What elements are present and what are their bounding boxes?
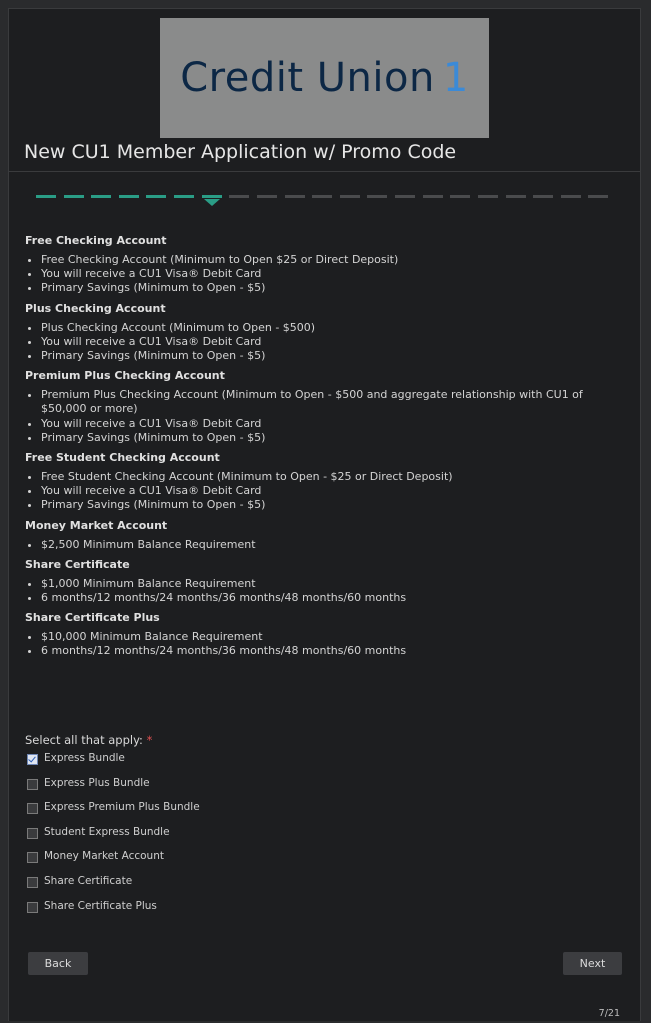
progress-segment bbox=[257, 195, 277, 198]
progress-segment bbox=[588, 195, 608, 198]
option-label: Share Certificate Plus bbox=[44, 899, 157, 912]
progress-segment bbox=[146, 195, 166, 198]
progress-segment bbox=[340, 195, 360, 198]
section-title: Free Student Checking Account bbox=[25, 451, 220, 465]
progress-segment bbox=[174, 195, 194, 198]
section-list bbox=[25, 321, 625, 364]
progress-segment bbox=[423, 195, 443, 198]
account-section bbox=[25, 234, 625, 296]
list-item: • Primary Savings (Minimum to Open - $5) bbox=[41, 349, 625, 363]
progress-segment bbox=[285, 195, 305, 198]
application-frame bbox=[8, 8, 641, 1021]
section-list bbox=[25, 630, 625, 658]
list-item: • 6 months/12 months/24 months/36 months/48 months/60 months bbox=[41, 644, 625, 658]
title-divider bbox=[9, 171, 640, 172]
section-title: Plus Checking Account bbox=[25, 301, 166, 315]
section-list bbox=[25, 388, 625, 445]
option-checkbox[interactable] bbox=[27, 754, 38, 765]
list-item: • Primary Savings (Minimum to Open - $5) bbox=[41, 431, 625, 445]
list-item: • $1,000 Minimum Balance Requirement bbox=[41, 577, 625, 591]
account-section bbox=[25, 519, 625, 552]
option-checkbox[interactable] bbox=[27, 877, 38, 888]
progress-segment bbox=[478, 195, 498, 198]
option-label: Express Premium Plus Bundle bbox=[44, 801, 200, 814]
list-item: • You will receive a CU1 Visa® Debit Card bbox=[41, 417, 625, 431]
progress-segment bbox=[312, 195, 332, 198]
next-button[interactable]: Next bbox=[563, 952, 622, 975]
account-section bbox=[25, 558, 625, 605]
progress-segment bbox=[202, 195, 222, 198]
option-row[interactable] bbox=[27, 850, 200, 875]
select-label: Select all that apply: * bbox=[25, 733, 153, 747]
progress-segment bbox=[561, 195, 581, 198]
back-button[interactable]: Back bbox=[28, 952, 88, 975]
list-item: • $10,000 Minimum Balance Requirement bbox=[41, 630, 625, 644]
section-list bbox=[25, 577, 625, 605]
option-row[interactable] bbox=[27, 900, 200, 925]
page-title: New CU1 Member Application w/ Promo Code bbox=[24, 141, 457, 163]
account-descriptions bbox=[25, 234, 625, 665]
option-row[interactable] bbox=[27, 752, 200, 777]
section-title: Share Certificate Plus bbox=[25, 611, 160, 625]
section-list bbox=[25, 470, 625, 513]
required-asterisk: * bbox=[146, 733, 153, 747]
option-row[interactable] bbox=[27, 801, 200, 826]
section-title: Free Checking Account bbox=[25, 234, 167, 247]
option-label: Express Bundle bbox=[44, 752, 125, 764]
list-item: • Free Student Checking Account (Minimum to Open - $25 or Direct Deposit) bbox=[41, 470, 625, 484]
list-item: • Primary Savings (Minimum to Open - $5) bbox=[41, 498, 625, 512]
account-section bbox=[25, 302, 625, 364]
progress-segment bbox=[506, 195, 526, 198]
option-label: Money Market Account bbox=[44, 850, 164, 863]
progress-segment bbox=[36, 195, 56, 198]
option-checkbox[interactable] bbox=[27, 779, 38, 790]
option-label: Express Plus Bundle bbox=[44, 776, 150, 789]
progress-segment bbox=[367, 195, 387, 198]
page-counter: 7/21 bbox=[598, 1008, 620, 1019]
option-row[interactable] bbox=[27, 777, 200, 802]
current-step-marker bbox=[204, 199, 220, 206]
list-item: • 6 months/12 months/24 months/36 months/48 months/60 months bbox=[41, 591, 625, 605]
section-title: Money Market Account bbox=[25, 518, 168, 532]
list-item: • You will receive a CU1 Visa® Debit Card bbox=[41, 484, 625, 498]
progress-segment bbox=[229, 195, 249, 198]
section-list bbox=[25, 538, 625, 552]
list-item: • Plus Checking Account (Minimum to Open - $500) bbox=[41, 321, 625, 335]
list-item: • Premium Plus Checking Account (Minimum to Open - $500 and aggregate relationship with CU1 of $50,000 or more) bbox=[41, 388, 625, 416]
list-item: • Free Checking Account (Minimum to Open $25 or Direct Deposit) bbox=[41, 253, 625, 267]
progress-segment bbox=[450, 195, 470, 198]
progress-segment bbox=[119, 195, 139, 198]
list-item: • You will receive a CU1 Visa® Debit Card bbox=[41, 267, 625, 281]
bundle-options bbox=[27, 752, 200, 924]
section-list bbox=[25, 253, 625, 296]
option-checkbox[interactable] bbox=[27, 852, 38, 863]
progress-segment bbox=[533, 195, 553, 198]
list-item: • $2,500 Minimum Balance Requirement bbox=[41, 538, 625, 552]
option-label: Student Express Bundle bbox=[44, 825, 170, 838]
progress-segment bbox=[91, 195, 111, 198]
option-checkbox[interactable] bbox=[27, 803, 38, 814]
option-checkbox[interactable] bbox=[27, 902, 38, 913]
progress-segment bbox=[64, 195, 84, 198]
progress-bar bbox=[36, 195, 616, 207]
option-row[interactable] bbox=[27, 875, 200, 900]
logo-text: Credit Union 1 bbox=[180, 55, 469, 101]
option-label: Share Certificate bbox=[44, 874, 133, 887]
account-section bbox=[25, 451, 625, 513]
list-item: • Primary Savings (Minimum to Open - $5) bbox=[41, 281, 625, 295]
account-section bbox=[25, 611, 625, 658]
progress-segment bbox=[395, 195, 415, 198]
section-title: Premium Plus Checking Account bbox=[25, 369, 225, 383]
option-row[interactable] bbox=[27, 826, 200, 851]
credit-union-logo bbox=[160, 18, 489, 138]
list-item: • You will receive a CU1 Visa® Debit Card bbox=[41, 335, 625, 349]
option-checkbox[interactable] bbox=[27, 828, 38, 839]
section-title: Share Certificate bbox=[25, 557, 130, 571]
account-section bbox=[25, 369, 625, 445]
